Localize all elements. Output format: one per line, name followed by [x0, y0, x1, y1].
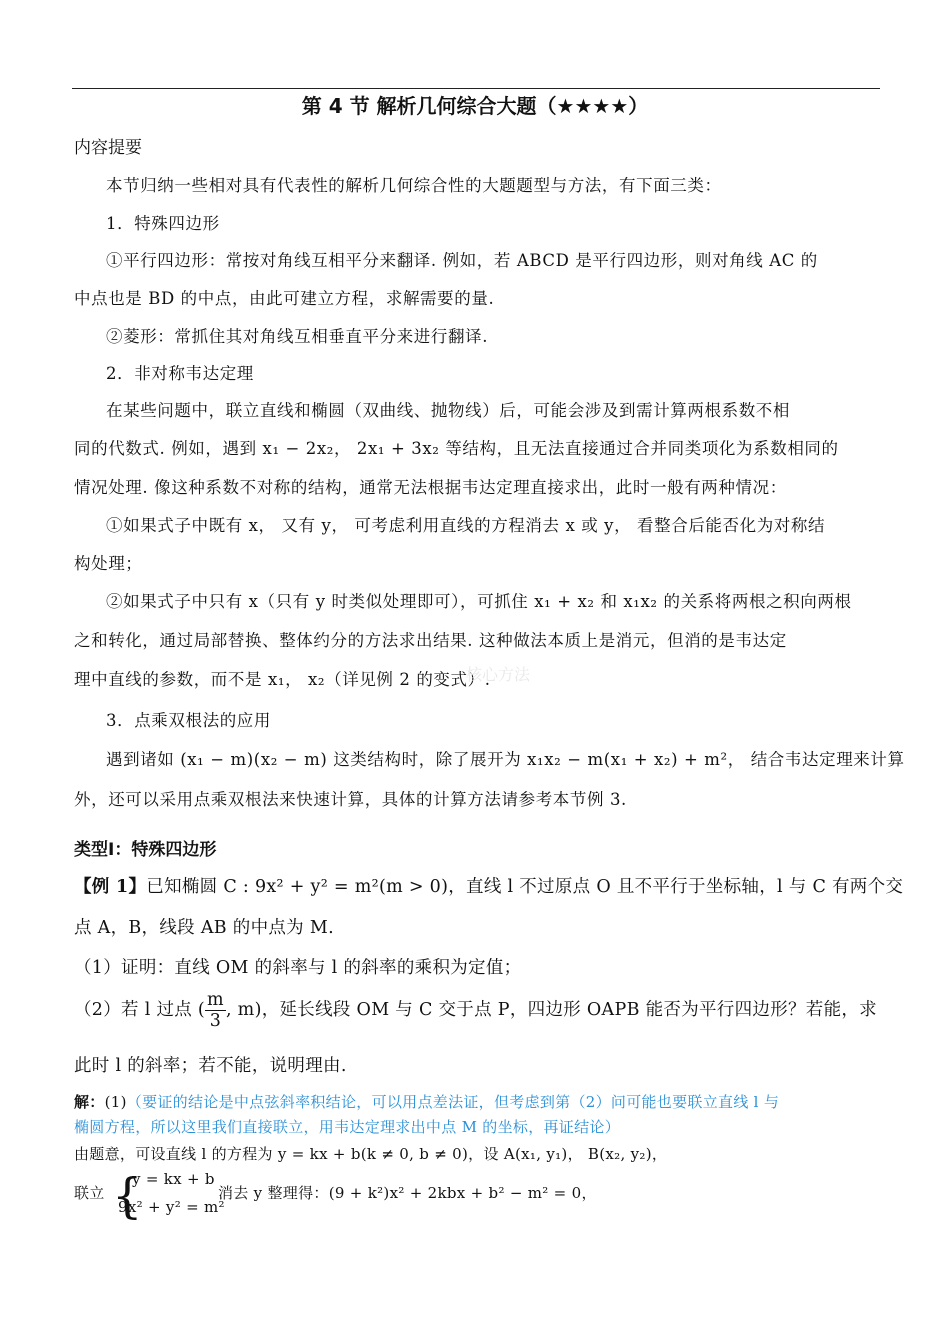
system-label: 联立 — [74, 1184, 105, 1202]
system-result: 消去 y 整理得：(9 + k²)x² + 2kbx + b² − m² = 0， — [218, 1184, 597, 1202]
example-1-line — [74, 873, 903, 898]
solution-line — [74, 1091, 779, 1112]
question-1: （1）证明：直线 OM 的斜率与 l 的斜率的乘积为定值； — [74, 958, 522, 978]
s2-paragraph-line: 情况处理. 像这种系数不对称的结构，通常无法根据韦达定理直接求出，此时一般有两种情况： — [74, 478, 787, 497]
s2-paragraph-line: 之和转化，通过局部替换、整体约分的方法求出结果. 这种做法本质上是消元，但消的是韦达定 — [74, 631, 787, 650]
s3-paragraph-line: 外，还可以采用点乘双根法来快速计算，具体的计算方法请参考本节例 3. — [74, 790, 627, 809]
summary-heading: 内容提要 — [74, 138, 142, 158]
summary-intro: 本节归纳一些相对具有代表性的解析几何综合性的大题题型与方法，有下面三类： — [106, 176, 722, 195]
section-1-title: 1．特殊四边形 — [106, 214, 220, 233]
solution-setup: 由题意，可设直线 l 的方程为 y = kx + b(k ≠ 0, b ≠ 0)，设 A(x₁, y₁)， B(x₂, y₂)， — [74, 1145, 668, 1163]
brace-icon: { — [112, 1168, 143, 1224]
s1-paragraph-line: ①平行四边形：常按对角线互相平分来翻译. 例如，若 ABCD 是平行四边形，则对角线 AC 的 — [106, 251, 818, 270]
watermark: 核心方法 — [466, 665, 531, 684]
section-3-title: 3．点乘双根法的应用 — [106, 711, 271, 730]
section-2-title: 2．非对称韦达定理 — [106, 364, 254, 383]
s1-paragraph-line: ②菱形：常抓住其对角线互相垂直平分来进行翻译. — [106, 327, 489, 346]
s2-paragraph-line: 在某些问题中，联立直线和椭圆（双曲线、抛物线）后，可能会涉及到需计算两根系数不相 — [106, 401, 790, 420]
solution-note-line: 椭圆方程，所以这里我们直接联立，用韦达定理求出中点 M 的坐标，再证结论） — [74, 1118, 620, 1136]
type-1-heading: 类型Ⅰ：特殊四边形 — [74, 840, 217, 860]
header-rule — [72, 88, 880, 89]
s2-paragraph-line: ②如果式子中只有 x（只有 y 时类似处理即可），可抓住 x₁ + x₂ 和 x₁x₂ 的关系将两根之积向两根 — [106, 592, 852, 611]
s1-paragraph-line: 中点也是 BD 的中点，由此可建立方程，求解需要的量. — [74, 289, 495, 308]
system-eq-1: y = kx + b — [132, 1170, 215, 1188]
question-2-line-2: 此时 l 的斜率；若不能，说明理由. — [74, 1056, 347, 1076]
s2-paragraph-line: 理中直线的参数，而不是 x₁， x₂（详见例 2 的变式）. — [74, 670, 491, 689]
system-eq-2: 9x² + y² = m² — [118, 1198, 225, 1216]
example-label: 【例 1】 — [74, 877, 147, 897]
s2-paragraph-line: ①如果式子中既有 x， 又有 y， 可考虑利用直线的方程消去 x 或 y， 看整合后能否化为对称结 — [106, 516, 826, 535]
example-text: 已知椭圆 C : 9x² + y² = m²(m > 0)，直线 l 不过原点 O 且不平行于坐标轴，l 与 C 有两个交 — [146, 877, 904, 897]
page-title: 第 4 节 解析几何综合大题（★★★★） — [301, 94, 649, 118]
s2-paragraph-line: 同的代数式. 例如，遇到 x₁ − 2x₂， 2x₁ + 3x₂ 等结构，且无法直接通过合并同类项化为系数相同的 — [74, 439, 839, 458]
solution-note: （要证的结论是中点弦斜率积结论，可以用点差法证，但考虑到第（2）问可能也要联立直线 l 与 — [126, 1093, 780, 1111]
solution-label: 解： — [74, 1093, 105, 1111]
example-1-line: 点 A，B，线段 AB 的中点为 M. — [74, 918, 334, 938]
fraction-m-over-3: $\frac{m}{3}$ — [207, 990, 224, 1031]
s2-paragraph-line: 构处理； — [74, 554, 143, 573]
s3-paragraph-line: 遇到诸如 (x₁ − m)(x₂ − m) 这类结构时，除了展开为 x₁x₂ − m(x₁ + x₂) + m²， 结合韦达定理来计算 — [106, 750, 905, 769]
question-2: （2）若 l 过点 ( $\frac{m}{3}$ , m)，延长线段 OM 与 C 交于点 P，四边形 OAPB 能否为平行四边形？若能，求 — [74, 990, 877, 1031]
solution-part: (1) — [104, 1093, 127, 1111]
